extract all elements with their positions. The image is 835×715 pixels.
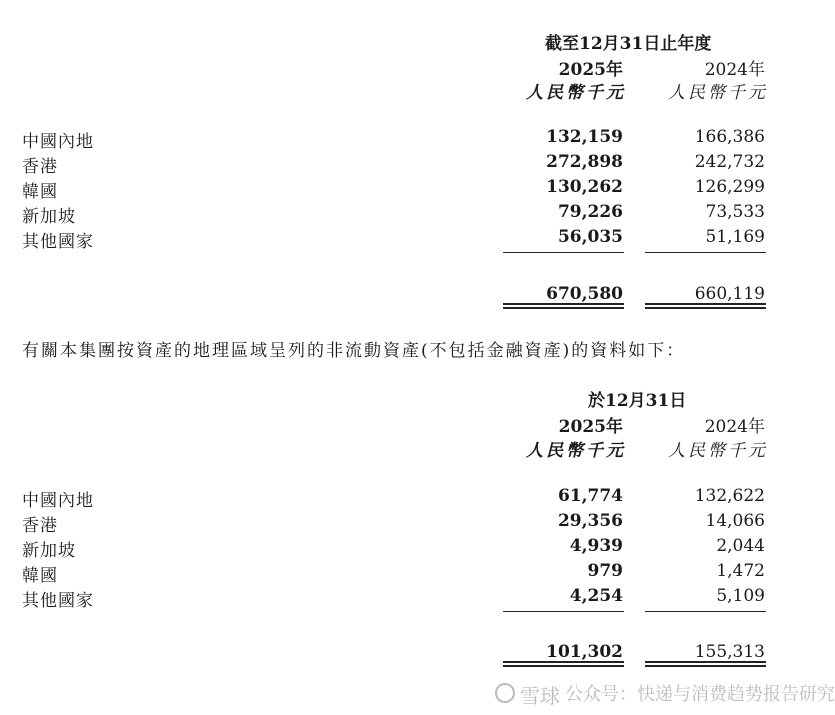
table2-subtotal-rule-current [503, 611, 624, 612]
watermark-right-text: 公众号：快递与消费趋势报告研究 [565, 684, 835, 705]
table2-row-label: 韓國 [22, 566, 58, 586]
table1-row-label: 其他國家 [22, 232, 94, 252]
table1-row-label: 新加坡 [22, 207, 76, 227]
table2-row-prior: 1,472 [716, 561, 765, 581]
table2-total-double-rule-current [503, 661, 624, 667]
table1-row-current: 79,226 [557, 202, 623, 222]
table2-subtotal-rule-prior [645, 611, 766, 612]
table1-unit-current: 人民幣千元 [526, 83, 626, 103]
watermark-left-text: 雪球 [520, 684, 560, 708]
table1-row-current: 56,035 [557, 227, 623, 247]
table1-row-current: 130,262 [546, 177, 623, 197]
table1-total-double-rule-prior [645, 303, 766, 309]
table2-unit-current: 人民幣千元 [526, 441, 626, 461]
table1-col-current-year: 2025年 [558, 60, 623, 80]
table1-subtotal-rule-current [503, 252, 624, 253]
table2-row-label: 其他國家 [22, 591, 94, 611]
table1-row-label: 香港 [22, 157, 58, 177]
table1-row-prior: 242,732 [694, 152, 765, 172]
table2-unit-prior: 人民幣千元 [668, 441, 768, 461]
snowball-logo-icon [495, 683, 515, 703]
table2-total-prior: 155,313 [694, 642, 765, 662]
table2-row-current: 4,939 [569, 536, 623, 556]
table1-row-current: 272,898 [546, 152, 623, 172]
table1-row-label: 中國內地 [22, 132, 94, 152]
table2-row-label: 新加坡 [22, 541, 76, 561]
table2-row-prior: 132,622 [694, 486, 765, 506]
table2-row-label: 中國內地 [22, 491, 94, 511]
table2-period-header: 於12月31日 [588, 391, 687, 411]
table2-row-current: 61,774 [557, 486, 623, 506]
table1-unit-prior: 人民幣千元 [668, 83, 768, 103]
table1-row-prior: 73,533 [705, 202, 765, 222]
table2-row-label: 香港 [22, 516, 58, 536]
table1-period-header: 截至12月31日止年度 [545, 34, 712, 54]
table2-row-prior: 5,109 [716, 586, 765, 606]
description-paragraph: 有關本集團按資產的地理區域呈列的非流動資產(不包括金融資產)的資料如下： [22, 341, 686, 361]
table2-row-prior: 14,066 [705, 511, 765, 531]
table2-row-current: 979 [587, 561, 623, 581]
table2-row-prior: 2,044 [716, 536, 765, 556]
table1-row-prior: 51,169 [705, 227, 765, 247]
table1-total-current: 670,580 [546, 284, 623, 304]
table2-total-double-rule-prior [645, 661, 766, 667]
table1-col-prior-year: 2024年 [704, 60, 765, 80]
table2-row-current: 4,254 [569, 586, 623, 606]
table2-col-current-year: 2025年 [558, 417, 623, 437]
table1-row-label: 韓國 [22, 182, 58, 202]
table2-col-prior-year: 2024年 [704, 417, 765, 437]
table1-row-prior: 166,386 [694, 127, 765, 147]
table2-row-current: 29,356 [557, 511, 623, 531]
table1-total-double-rule-current [503, 303, 624, 309]
table1-row-current: 132,159 [546, 127, 623, 147]
table1-row-prior: 126,299 [694, 177, 765, 197]
table1-subtotal-rule-prior [645, 252, 766, 253]
table1-total-prior: 660,119 [694, 284, 765, 304]
table2-total-current: 101,302 [546, 642, 623, 662]
